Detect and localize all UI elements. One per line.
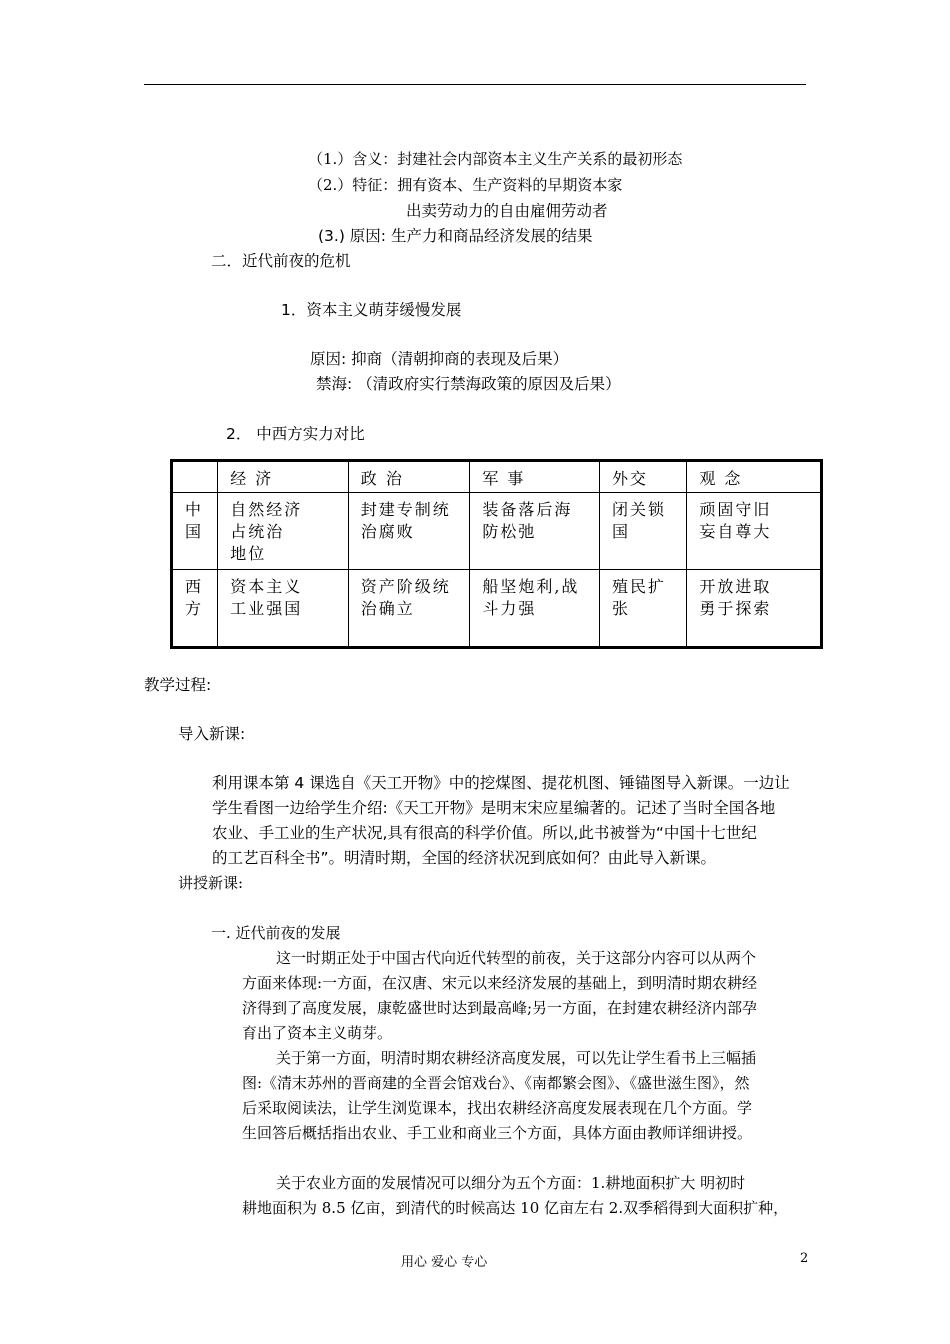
- outline-line-laborers: 出卖劳动力的自由雇佣劳动者: [406, 202, 608, 220]
- footer-motto: 用心 爱心 专心: [401, 1255, 488, 1270]
- paragraph-line: 育出了资本主义萌芽。: [242, 1024, 393, 1042]
- paragraph-line: 关于第一方面，明清时期农耕经济高度发展，可以先让学生看书上三幅插: [276, 1049, 757, 1067]
- subheading-comparison: 2． 中西方实力对比: [226, 425, 365, 443]
- table-header-cell: 军 事: [470, 461, 600, 493]
- paragraph-line: 学生看图一边给学生介绍:《天工开物》是明末宋应星编著的。记述了当时全国各地: [212, 799, 776, 817]
- table-header-cell: 经 济: [218, 461, 349, 493]
- table-header-cell: 外交: [599, 461, 686, 493]
- table-cell: 中 国: [172, 493, 218, 570]
- paragraph-line: 济得到了高度发展，康乾盛世时达到最高峰;另一方面，在封建农耕经济内部孕: [242, 999, 758, 1017]
- table-header-row: [172, 461, 822, 493]
- paragraph-line: 这一时期正处于中国古代向近代转型的前夜，关于这部分内容可以从两个: [276, 949, 757, 967]
- paragraph-line: 生回答后概括指出农业、手工业和商业三个方面，具体方面由教师详细讲授。: [242, 1124, 753, 1142]
- table-cell: 资产阶级统 治确立: [348, 570, 470, 648]
- paragraph-line: 耕地面积为 8.5 亿亩，到清代的时候高达 10 亿亩左右 2.双季稻得到大面积扩种，: [242, 1199, 789, 1217]
- paragraph-line: 的工艺百科全书”。明清时期，全国的经济状况到底如何？由此导入新课。: [212, 849, 717, 867]
- outline-line-cause: (3.) 原因: 生产力和商品经济发展的结果: [318, 227, 593, 245]
- table-cell: 殖民扩 张: [599, 570, 686, 648]
- page-number: 2: [800, 1251, 809, 1266]
- table-cell: 开放进取 勇于探索: [687, 570, 822, 648]
- table-cell: 船坚炮利,战 斗力强: [470, 570, 600, 648]
- table-cell: 顽固守旧 妄自尊大: [687, 493, 822, 570]
- table-cell: 封建专制统 治腐败: [348, 493, 470, 570]
- paragraph-line: 关于农业方面的发展情况可以细分为五个方面：1.耕地面积扩大 明初时: [276, 1174, 746, 1192]
- table-row: [172, 570, 822, 648]
- paragraph-line: 农业、手工业的生产状况,具有很高的科学价值。所以,此书被誉为“中国十七世纪: [212, 824, 757, 842]
- table-cell: 西 方: [172, 570, 218, 648]
- table-header-cell: 观 念: [687, 461, 822, 493]
- paragraph-line: 方面来体现:一方面，在汉唐、宋元以来经济发展的基础上，到明清时期农耕经: [242, 974, 758, 992]
- table-header-cell: 政 治: [348, 461, 470, 493]
- table-cell: 自然经济 占统治 地位: [218, 493, 349, 570]
- intro-heading: 导入新课:: [178, 725, 246, 743]
- outline-line-sea-ban: 禁海: （清政府实行禁海政策的原因及后果）: [316, 375, 621, 393]
- table-cell: 闭关锁 国: [599, 493, 686, 570]
- header-rule: [144, 84, 806, 85]
- table-row: [172, 493, 822, 570]
- comparison-table: [170, 459, 823, 649]
- teaching-process-heading: 教学过程:: [144, 676, 212, 694]
- paragraph-line: 后采取阅读法，让学生浏览课本，找出农耕经济高度发展表现在几个方面。学: [242, 1099, 753, 1117]
- outline-line-suppress-commerce: 原因: 抑商（清朝抑商的表现及后果）: [310, 350, 569, 368]
- paragraph-line: 图:《清末苏州的晋商建的全晋会馆戏台》、《南都繁会图》、《盛世滋生图》，然: [242, 1074, 750, 1092]
- table-cell: 资本主义 工业强国: [218, 570, 349, 648]
- table-header-cell: [172, 461, 218, 493]
- section-heading-crisis: 二．近代前夜的危机: [211, 252, 351, 270]
- outline-line-meaning: （1.）含义：封建社会内部资本主义生产关系的最初形态: [308, 150, 683, 168]
- table-cell: 装备落后海 防松弛: [470, 493, 600, 570]
- subheading-slow-development: 1．资本主义萌芽缓慢发展: [281, 301, 462, 319]
- lecture-heading: 讲授新课:: [178, 874, 244, 892]
- outline-line-features: （2.）特征：拥有资本、生产资料的早期资本家: [308, 176, 623, 194]
- section-heading-development: 一. 近代前夜的发展: [211, 924, 341, 942]
- paragraph-line: 利用课本第 4 课选自《天工开物》中的挖煤图、提花机图、锤锚图导入新课。一边让: [212, 774, 790, 792]
